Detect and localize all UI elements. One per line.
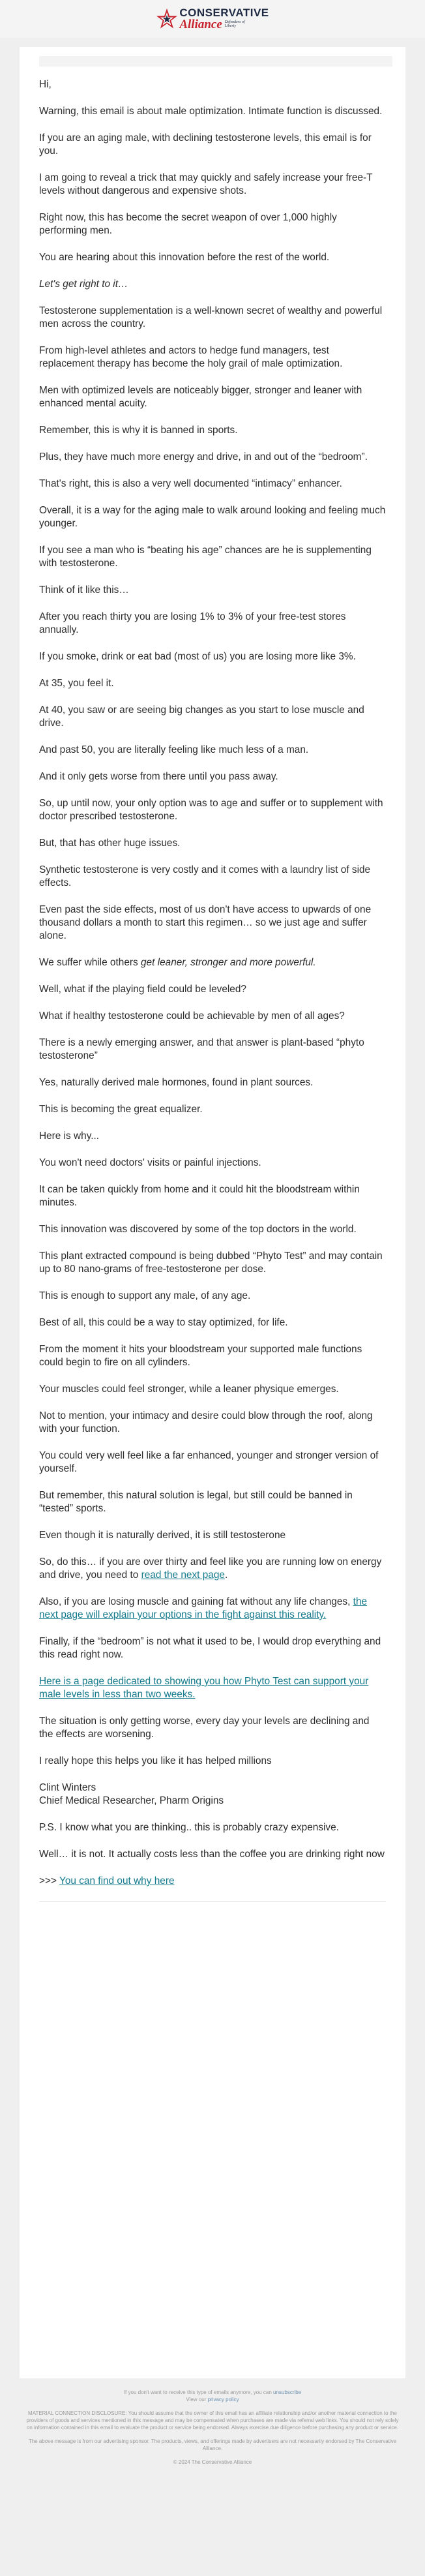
paragraph: I really hope this helps you like it has helped millions [39, 1755, 272, 1766]
paragraph-text: . [224, 1569, 228, 1581]
paragraph: Even though it is naturally derived, it is still testosterone [39, 1530, 286, 1541]
advertiser-notice: The above message is from our advertising sponsor. The products, views, and offerings made by advertisers are not necessarily endorsed by The Conservative Alliance. [28, 2438, 397, 2451]
paragraph: Best of all, this could be a way to stay optimized, for life. [39, 1317, 288, 1328]
copyright: © 2024 The Conservative Alliance [173, 2459, 252, 2465]
paragraph [39, 956, 386, 969]
disclosure-text: MATERIAL CONNECTION DISCLOSURE: You should assume that the owner of this email has an affiliate relationship and/or another material connection to the providers of goods and services mentioned in this message and may be compensated when purchases are made via referral web links. You should not rely solely on information contained in this email to evaluate the product or service being endorsed. Always exercise due diligence before purchasing any product or service. [26, 2410, 399, 2431]
paragraph: Think of it like this… [39, 584, 129, 596]
paragraph-text: We suffer while others [39, 957, 141, 968]
postscript: P.S. I know what you are thinking.. this is probably crazy expensive. [39, 1822, 339, 1833]
paragraph: That's right, this is also a very well documented “intimacy” enhancer. [39, 478, 342, 489]
cta-prefix: >>> [39, 1875, 59, 1887]
paragraph: So, up until now, your only option was to age and suffer or to supplement with doctor prescribed testosterone. [39, 798, 383, 822]
paragraph: Overall, it is a way for the aging male to walk around looking and feeling much younger. [39, 505, 386, 529]
paragraph: Well, what if the playing field could be leveled? [39, 984, 246, 995]
paragraph: And past 50, you are literally feeling like much less of a man. [39, 744, 309, 755]
paragraph: If you smoke, drink or eat bad (most of us) you are losing more like 3%. [39, 651, 356, 662]
paragraph: From high-level athletes and actors to hedge fund managers, test replacement therapy has become the holy grail of male optimization. [39, 345, 343, 369]
greeting: Hi, [39, 79, 51, 90]
paragraph: There is a newly emerging answer, and that answer is plant-based “phyto testosterone” [39, 1037, 364, 1061]
signature-name: Clint Winters [39, 1782, 96, 1793]
paragraph: The situation is only getting worse, every day your levels are declining and the effects are worsening. [39, 1716, 370, 1740]
next-page-options-link[interactable]: the next page will explain your options in the fight against this reality. [39, 1596, 368, 1620]
brand-name-bottom: Alliance [179, 18, 222, 31]
unsubscribe-line [26, 2389, 399, 2403]
paragraph: Plus, they have much more energy and drive, in and out of the “bedroom”. [39, 451, 368, 462]
paragraph: Let's get right to it… [39, 279, 128, 290]
paragraph [39, 1556, 386, 1582]
email-card [20, 47, 405, 2378]
paragraph: At 35, you feel it. [39, 678, 114, 689]
email-container [20, 47, 405, 2378]
paragraph: Not to mention, your intimacy and desire could blow through the roof, along with your function. [39, 1410, 373, 1434]
paragraph: But, that has other huge issues. [39, 838, 181, 849]
paragraph [39, 1675, 386, 1701]
paragraph: At 40, you saw or are seeing big changes as you start to lose muscle and drive. [39, 705, 364, 729]
paragraph: It can be taken quickly from home and it could hit the bloodstream within minutes. [39, 1184, 360, 1208]
paragraph: Right now, this has become the secret weapon of over 1,000 highly performing men. [39, 212, 337, 236]
unsubscribe-text: If you don't want to receive this type of emails anymore, you can [123, 2389, 274, 2395]
paragraph: You won't need doctors' visits or painful injections. [39, 1157, 261, 1168]
signature-title: Chief Medical Researcher, Pharm Origins [39, 1795, 224, 1806]
paragraph: But remember, this natural solution is legal, but still could be banned in “tested” sports. [39, 1490, 353, 1514]
emphasis-text: get leaner, stronger and more powerful. [140, 957, 316, 968]
privacy-text: View our [186, 2397, 208, 2402]
email-body [39, 78, 392, 1902]
paragraph: Remember, this is why it is banned in sports. [39, 425, 238, 436]
paragraph: This innovation was discovered by some of the top doctors in the world. [39, 1224, 357, 1235]
paragraph: If you are an aging male, with declining testosterone levels, this email is for you. [39, 132, 372, 157]
privacy-policy-link[interactable]: privacy policy [207, 2397, 239, 2402]
paragraph: From the moment it hits your bloodstream your supported male functions could begin to fire on all cylinders. [39, 1344, 362, 1368]
phyto-test-page-link[interactable]: Here is a page dedicated to showing you how Phyto Test can support your male levels in less than two weeks. [39, 1676, 369, 1700]
brand-logo[interactable] [156, 7, 269, 31]
paragraph: This plant extracted compound is being dubbed “Phyto Test” and may contain up to 80 nano-grams of free-testosterone per dose. [39, 1250, 383, 1275]
paragraph: Well… it is not. It actually costs less than the coffee you are drinking right now [39, 1849, 385, 1860]
star-icon [156, 8, 178, 30]
paragraph: Men with optimized levels are noticeably bigger, stronger and leaner with enhanced mental acuity. [39, 385, 362, 409]
find-out-why-link[interactable]: You can find out why here [59, 1875, 175, 1887]
paragraph: And it only gets worse from there until you pass away. [39, 771, 278, 782]
paragraph: What if healthy testosterone could be achievable by men of all ages? [39, 1010, 345, 1022]
paragraph: Warning, this email is about male optimization. Intimate function is discussed. [39, 106, 383, 117]
paragraph: Synthetic testosterone is very costly and it comes with a laundry list of side effects. [39, 864, 371, 888]
email-footer [0, 2378, 425, 2479]
paragraph: Testosterone supplementation is a well-known secret of wealthy and powerful men across the country. [39, 305, 383, 329]
paragraph: Yes, naturally derived male hormones, found in plant sources. [39, 1077, 314, 1088]
paragraph: Even past the side effects, most of us don't have access to upwards of one thousand dollars a month to start this regimen… so we just age and suffer alone. [39, 904, 372, 941]
read-next-page-link[interactable]: read the next page [141, 1569, 225, 1581]
unsubscribe-link[interactable]: unsubscribe [273, 2389, 302, 2395]
paragraph: After you reach thirty you are losing 1% to 3% of your free-test stores annually. [39, 611, 346, 635]
paragraph: This is becoming the great equalizer. [39, 1104, 203, 1115]
paragraph: Here is why... [39, 1130, 100, 1142]
paragraph-text: Also, if you are losing muscle and gaining fat without any life changes, [39, 1596, 353, 1607]
paragraph: Your muscles could feel stronger, while a leaner physique emerges. [39, 1384, 339, 1395]
brand-name-top: CONSERVATIVE [179, 7, 269, 19]
email-header [0, 0, 425, 38]
top-spacer-bar [39, 56, 392, 67]
brand-tagline: Defenders of Liberty [224, 20, 245, 29]
paragraph-text: So, do this… if you are over thirty and feel like you are running low on energy and drive, you need to [39, 1556, 382, 1581]
paragraph: You are hearing about this innovation before the rest of the world. [39, 252, 330, 263]
cta-line [39, 1875, 386, 1888]
paragraph: This is enough to support any male, of any age. [39, 1290, 251, 1301]
paragraph: If you see a man who is “beating his age” chances are he is supplementing with testosterone. [39, 545, 372, 569]
signature [39, 1781, 386, 1808]
paragraph [39, 1596, 386, 1622]
paragraph: Finally, if the “bedroom” is not what it used to be, I would drop everything and this read right now. [39, 1636, 381, 1660]
paragraph: You could very well feel like a far enhanced, younger and stronger version of yourself. [39, 1450, 379, 1474]
paragraph: I am going to reveal a trick that may quickly and safely increase your free-T levels without dangerous and expensive shots. [39, 172, 373, 196]
